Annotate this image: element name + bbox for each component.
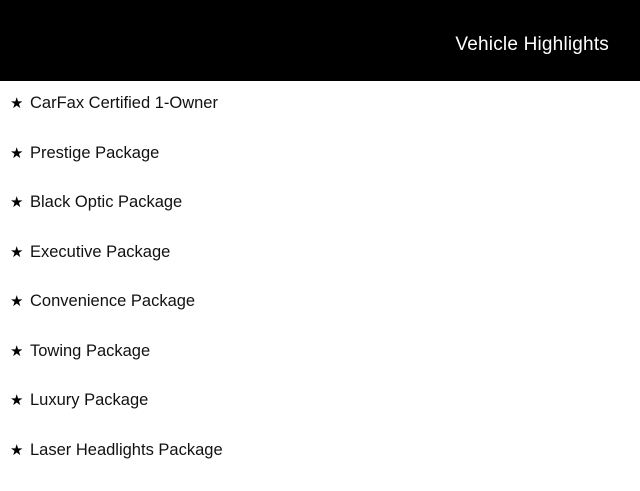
highlight-label: Black Optic Package <box>30 194 182 211</box>
list-item <box>0 442 640 491</box>
highlight-label: CarFax Certified 1-Owner <box>30 95 218 112</box>
list-item <box>0 343 640 393</box>
highlight-label: Convenience Package <box>30 293 195 310</box>
star-icon: ★ <box>10 344 30 359</box>
star-icon: ★ <box>10 443 30 458</box>
star-icon: ★ <box>10 146 30 161</box>
star-icon: ★ <box>10 245 30 260</box>
star-icon: ★ <box>10 393 30 408</box>
list-item <box>0 392 640 442</box>
highlight-label: Laser Headlights Package <box>30 442 223 459</box>
highlight-label: Luxury Package <box>30 392 148 409</box>
list-item <box>0 145 640 195</box>
vehicle-highlights-list <box>0 81 640 491</box>
page-title: Vehicle Highlights <box>455 27 609 54</box>
list-item <box>0 194 640 244</box>
list-item <box>0 244 640 294</box>
list-item <box>0 95 640 145</box>
highlight-label: Towing Package <box>30 343 150 360</box>
star-icon: ★ <box>10 195 30 210</box>
highlight-label: Prestige Package <box>30 145 159 162</box>
header-bar <box>0 0 640 81</box>
list-item <box>0 293 640 343</box>
star-icon: ★ <box>10 294 30 309</box>
star-icon: ★ <box>10 96 30 111</box>
highlight-label: Executive Package <box>30 244 170 261</box>
